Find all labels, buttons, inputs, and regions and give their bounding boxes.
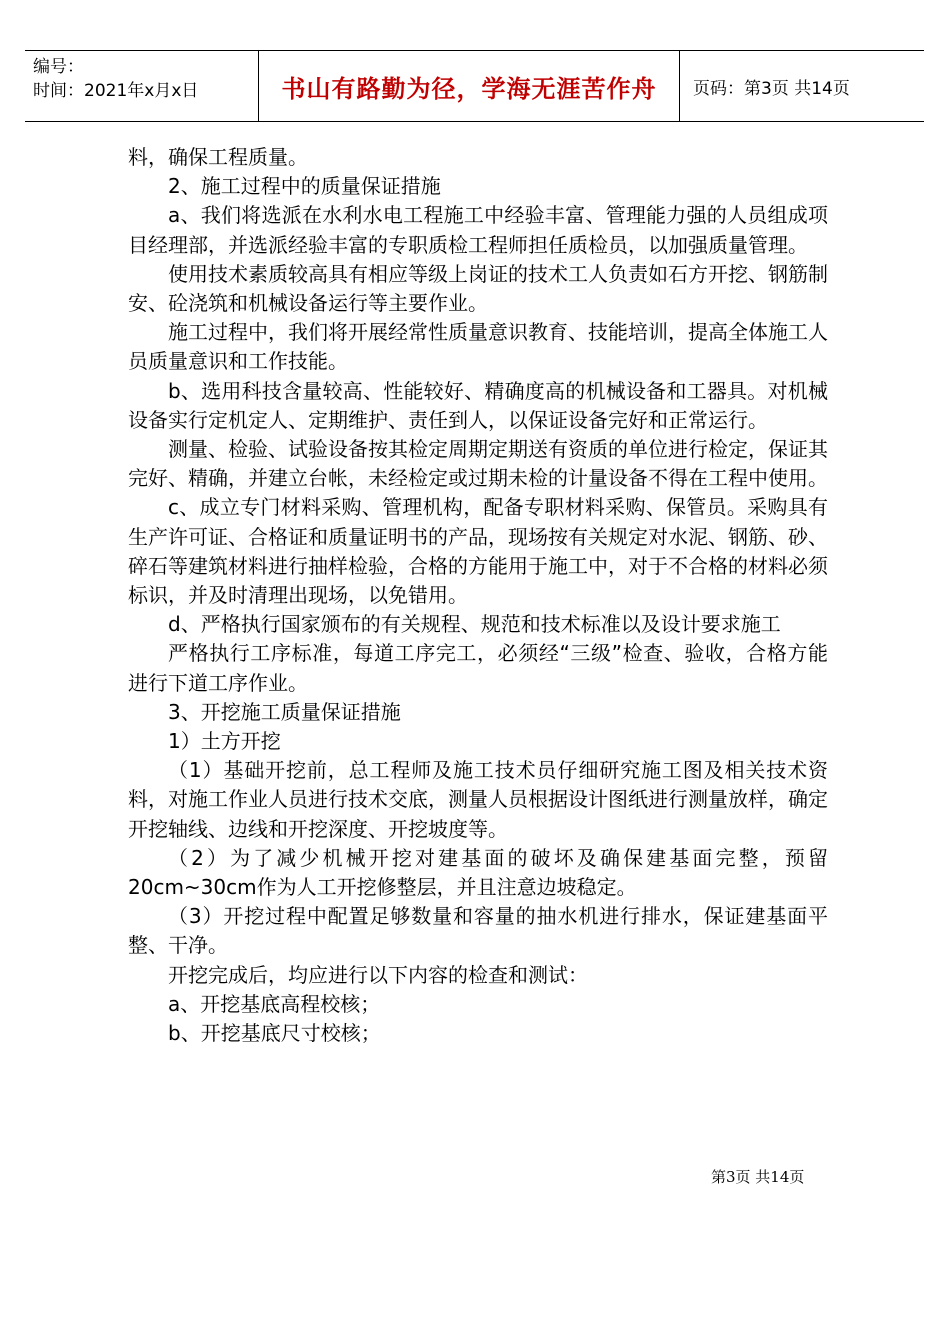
paragraph: b、选用科技含量较高、性能较好、精确度高的机械设备和工器具。对机械设备实行定机定人、定期维护、责任到人，以保证设备完好和正常运行。 [128,378,828,432]
paragraph: 1）土方开挖 [168,729,281,754]
page-footer: 第3页 共14页 [711,1168,805,1186]
header-divider-right [679,51,680,121]
paragraph: b、开挖基底尺寸校核； [168,1021,381,1046]
paragraph: 开挖完成后，均应进行以下内容的检查和测试： [168,962,588,987]
document-number-label: 编号： [33,57,84,77]
paragraph: （3）开挖过程中配置足够数量和容量的抽水机进行排水，保证建基面平整、干净。 [128,904,828,958]
paragraph: 3、开挖施工质量保证措施 [168,699,401,724]
paragraph: （1）基础开挖前，总工程师及施工技术员仔细研究施工图及相关技术资料，对施工作业人员进行技术交底，测量人员根据设计图纸进行测量放样，确定开挖轴线、边线和开挖深度、开挖坡度等。 [128,758,828,841]
paragraph: d、严格执行国家颁布的有关规程、规范和技术标准以及设计要求施工 [168,612,781,637]
document-time-label: 时间：2021年x月x日 [33,81,199,101]
paragraph: a、开挖基底高程校核； [168,991,381,1016]
header-page-number: 页码：第3页 共14页 [693,78,850,99]
document-body [128,143,828,1048]
paragraph: 施工过程中，我们将开展经常性质量意识教育、技能培训，提高全体施工人员质量意识和工作技能。 [128,320,828,374]
paragraph: c、成立专门材料采购、管理机构，配备专职材料采购、保管员。采购具有生产许可证、合格证和质量证明书的产品，现场按有关规定对水泥、钢筋、砂、碎石等建筑材料进行抽样检验，合格的方能用于施工中，对于不合格的材料必须标识，并及时清理出现场，以免错用。 [128,495,828,608]
paragraph: a、我们将选派在水利水电工程施工中经验丰富、管理能力强的人员组成项目经理部，并选派经验丰富的专职质检工程师担任质检员，以加强质量管理。 [128,203,828,257]
paragraph: 测量、检验、试验设备按其检定周期定期送有资质的单位进行检定，保证其完好、精确，并建立台帐，未经检定或过期未检的计量设备不得在工程中使用。 [128,437,828,491]
header-motto: 书山有路勤为径，学海无涯苦作舟 [281,74,657,103]
paragraph: （2）为了减少机械开挖对建基面的破坏及确保建基面完整，预留20cm~30cm作为人工开挖修整层，并且注意边坡稳定。 [128,845,828,900]
paragraph: 严格执行工序标准，每道工序完工，必须经“三级”检查、验收，合格方能进行下道工序作业。 [128,641,828,695]
header-meta [33,55,198,103]
page-header [25,50,924,122]
paragraph: 使用技术素质较高具有相应等级上岗证的技术工人负责如石方开挖、钢筋制安、砼浇筑和机械设备运行等主要作业。 [128,261,828,316]
paragraph: 2、施工过程中的质量保证措施 [168,174,441,199]
paragraph: 料，确保工程质量。 [128,145,308,169]
